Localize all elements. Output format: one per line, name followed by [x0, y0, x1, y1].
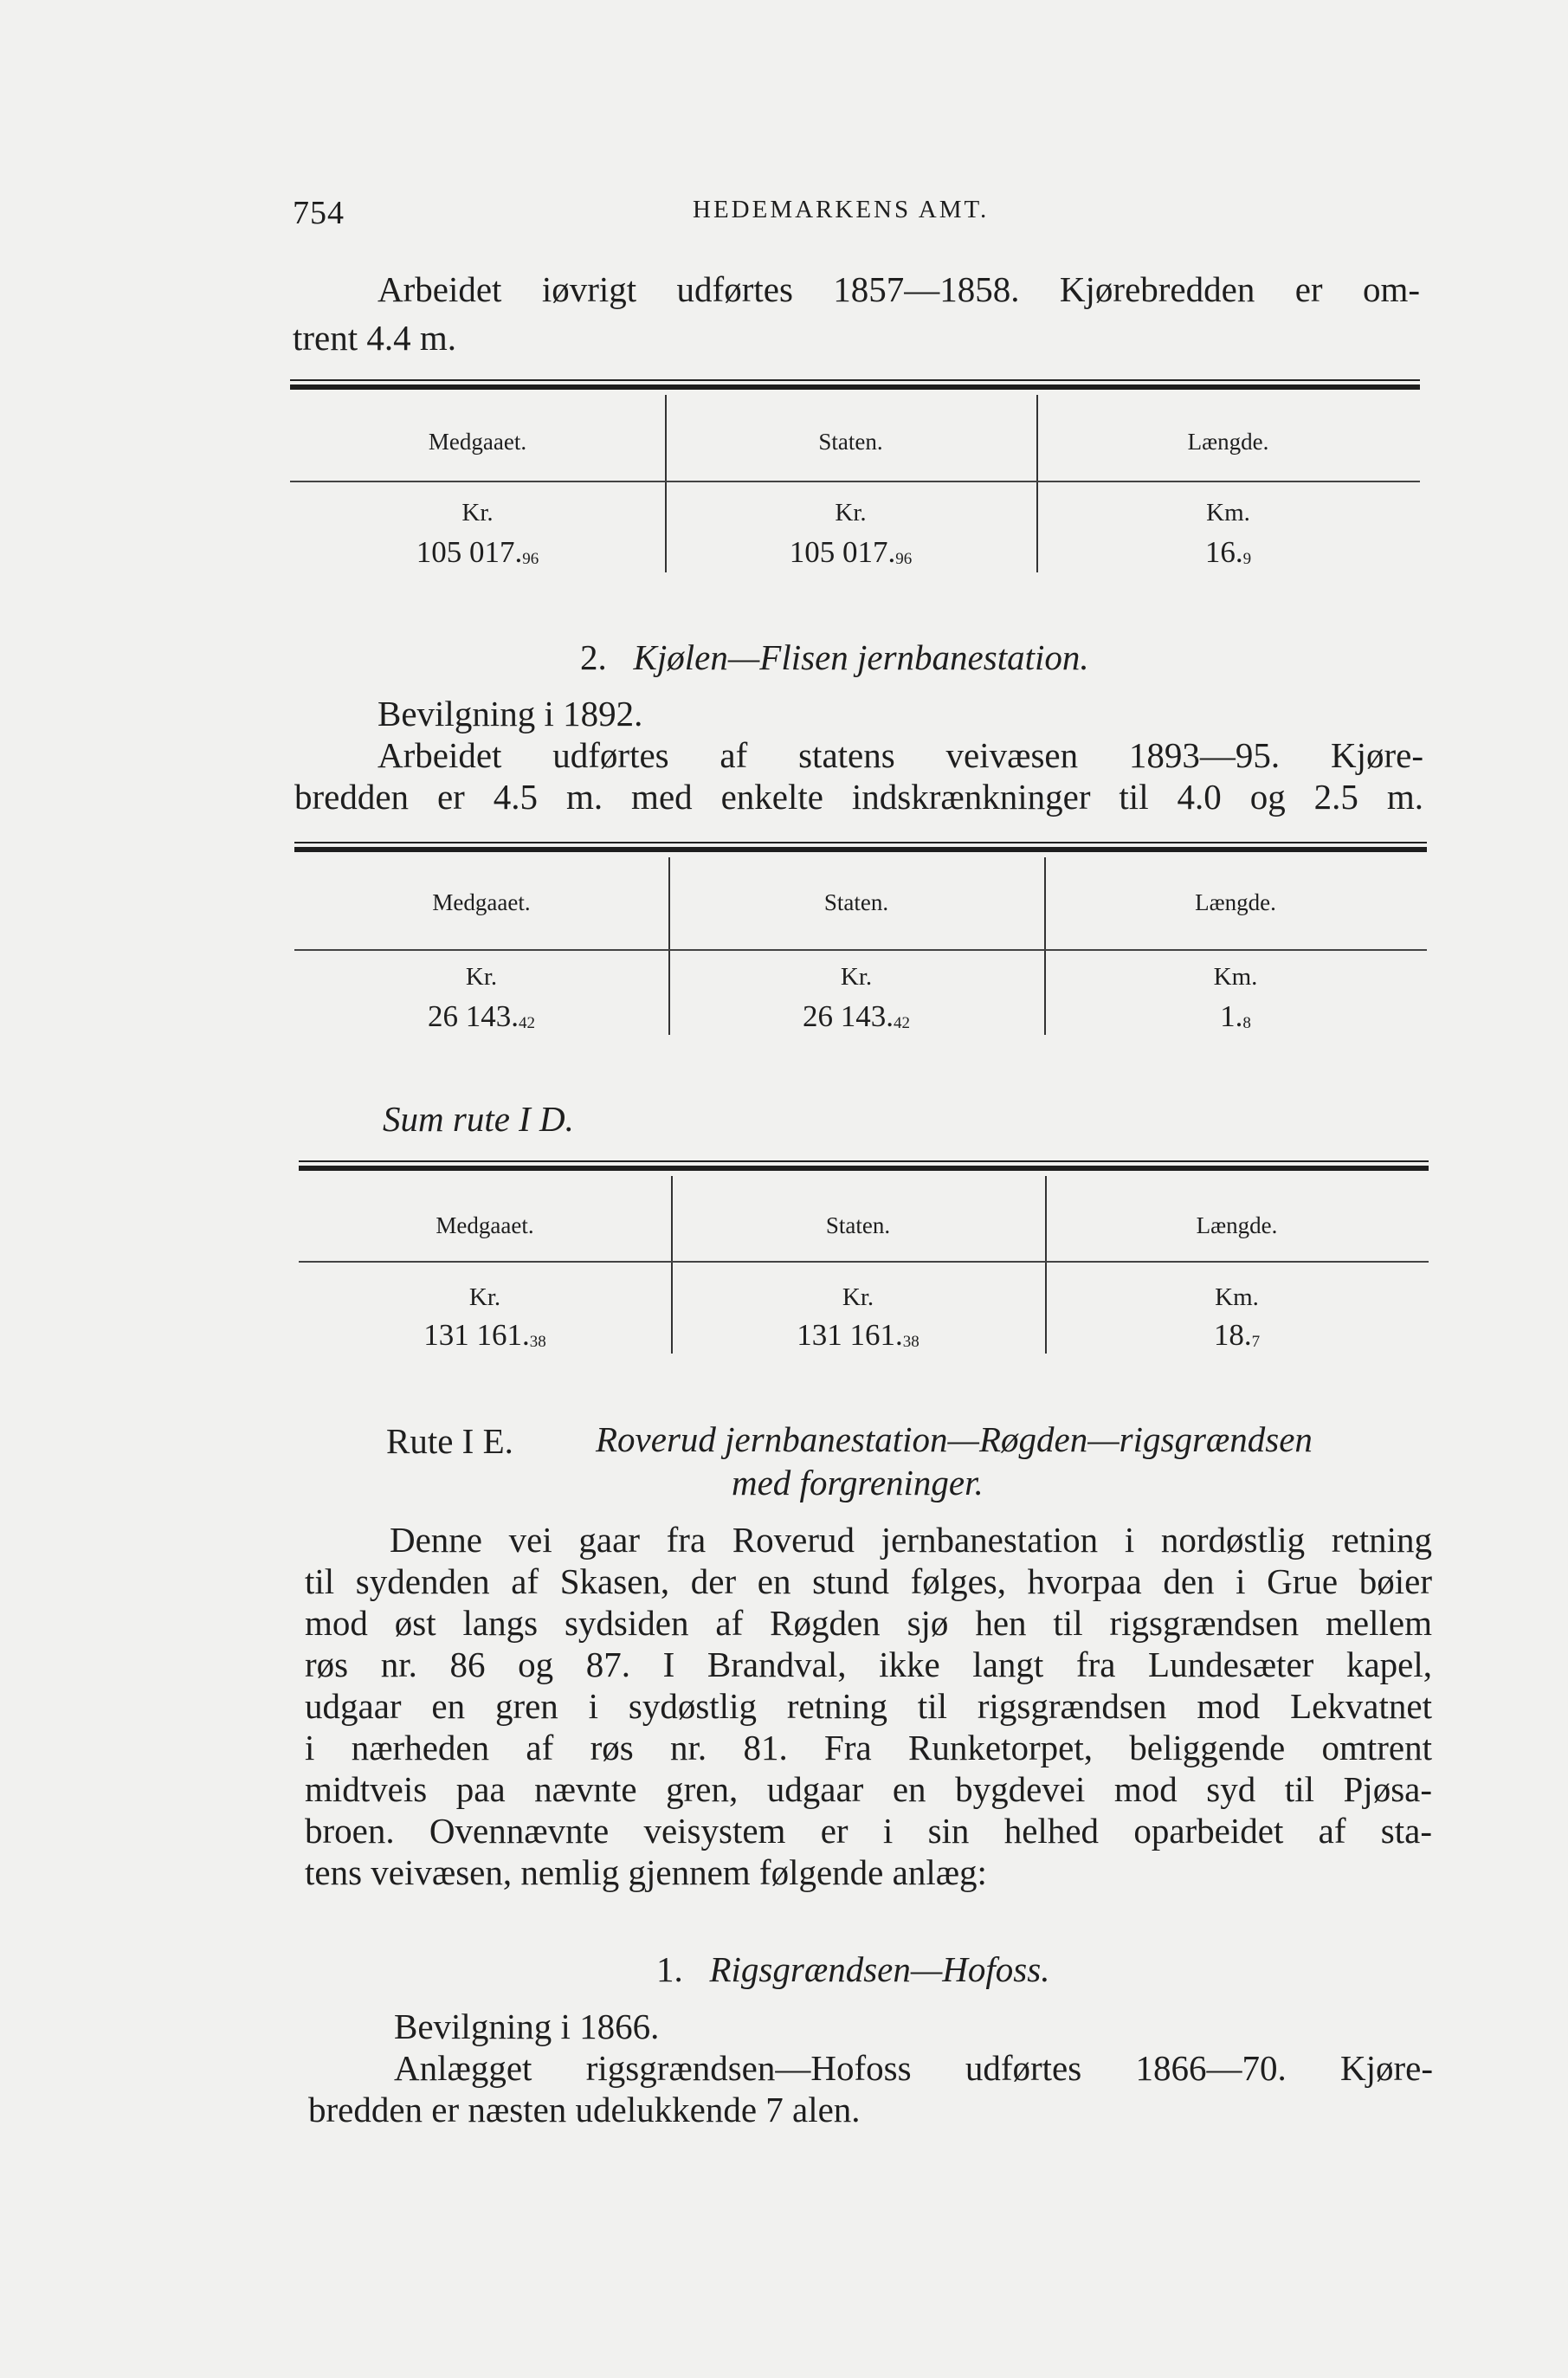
- table-2-header-medgaaet: Medgaaet.: [432, 889, 531, 915]
- table-3-unit-km: Km.: [1215, 1283, 1259, 1311]
- intro-line-1: Arbeidet iøvrigt udførtes 1857—1858. Kjørebredden er om-: [377, 269, 1420, 309]
- table-1-header-staten: Staten.: [818, 429, 883, 455]
- intro-line-2: trent 4.4 m.: [293, 318, 457, 358]
- body-line-8: broen. Ovennævnte veisystem er i sin helhed oparbeidet af sta-: [305, 1811, 1432, 1851]
- body-line-6: i nærheden af røs nr. 81. Fra Runketorpet, beliggende omtrent: [305, 1728, 1432, 1767]
- section-2-heading: 2. Kjølen—Flisen jernbanestation.: [580, 637, 1089, 677]
- table-2-unit-kr-2: Kr.: [840, 963, 873, 991]
- table-1: [290, 379, 1420, 587]
- table-2-value-medgaaet: 26 143.42: [428, 999, 535, 1033]
- section-e1-line-3: bredden er næsten udelukkende 7 alen.: [308, 2090, 861, 2129]
- running-title: HEDEMARKENS AMT.: [693, 196, 990, 223]
- table-2-value-staten: 26 143.42: [803, 999, 910, 1033]
- section-2-line-3: bredden er 4.5 m. med enkelte indskrænkninger til 4.0 og 2.5 m.: [294, 777, 1423, 817]
- body-line-4: røs nr. 86 og 87. I Brandval, ikke langt fra Lundesæter kapel,: [305, 1645, 1432, 1684]
- table-1-value-staten: 105 017.96: [789, 535, 913, 569]
- section-e1-line-2: Anlægget rigsgrændsen—Hofoss udførtes 1866—70. Kjøre-: [394, 2048, 1433, 2088]
- body-line-1: Denne vei gaar fra Roverud jernbanestation i nordøstlig retning: [390, 1520, 1432, 1560]
- section-e1-line-1: Bevilgning i 1866.: [394, 2006, 660, 2046]
- table-3-header-medgaaet: Medgaaet.: [436, 1212, 534, 1238]
- body-line-2: til sydenden af Skasen, der en stund følges, hvorpaa den i Grue bøier: [305, 1561, 1432, 1601]
- table-1-header-laengde: Længde.: [1187, 429, 1269, 455]
- table-1-header-medgaaet: Medgaaet.: [428, 429, 527, 455]
- table-2-unit-kr-1: Kr.: [465, 963, 498, 991]
- table-1-unit-kr-1: Kr.: [461, 499, 494, 527]
- table-3-value-laengde: 18.7: [1213, 1318, 1261, 1352]
- table-3: [299, 1160, 1429, 1373]
- table-1-value-laengde: 16.9: [1204, 535, 1252, 569]
- page-number: 754: [293, 195, 345, 231]
- section-e1-heading: 1. Rigsgrændsen—Hofoss.: [656, 1949, 1050, 1989]
- route-title-line-2: med forgreninger.: [732, 1463, 984, 1502]
- table-2-header-staten: Staten.: [823, 889, 889, 915]
- table-3-unit-kr-2: Kr.: [842, 1283, 874, 1311]
- table-3-header-laengde: Længde.: [1196, 1212, 1278, 1238]
- table-1-unit-kr-2: Kr.: [835, 499, 867, 527]
- table-3-value-medgaaet: 131 161.38: [423, 1318, 546, 1352]
- body-line-3: mod øst langs sydsiden af Røgden sjø hen til rigsgrændsen mellem: [305, 1603, 1432, 1643]
- table-2-header-laengde: Længde.: [1195, 889, 1276, 915]
- table-3-header-staten: Staten.: [825, 1212, 891, 1238]
- section-2-line-2: Arbeidet udførtes af statens veivæsen 1893—95. Kjøre-: [377, 735, 1423, 775]
- table-2: [294, 842, 1427, 1054]
- table-1-value-medgaaet: 105 017.96: [416, 535, 539, 569]
- table-2-unit-km: Km.: [1213, 963, 1258, 991]
- route-title-line-1: Roverud jernbanestation—Røgden—rigsgrændsen: [596, 1419, 1313, 1459]
- table-3-value-staten: 131 161.38: [797, 1318, 920, 1352]
- sum-label: Sum rute I D.: [383, 1099, 574, 1139]
- body-line-7: midtveis paa nævnte gren, udgaar en bygdevei mod syd til Pjøsa-: [305, 1769, 1432, 1809]
- table-1-unit-km: Km.: [1206, 499, 1250, 527]
- route-prefix: Rute I E.: [386, 1421, 513, 1461]
- table-3-unit-kr-1: Kr.: [468, 1283, 501, 1311]
- table-2-value-laengde: 1.8: [1220, 999, 1251, 1033]
- body-line-5: udgaar en gren i sydøstlig retning til rigsgrændsen mod Lekvatnet: [305, 1686, 1432, 1726]
- section-2-line-1: Bevilgning i 1892.: [377, 694, 643, 733]
- body-line-9: tens veivæsen, nemlig gjennem følgende anlæg:: [305, 1852, 987, 1892]
